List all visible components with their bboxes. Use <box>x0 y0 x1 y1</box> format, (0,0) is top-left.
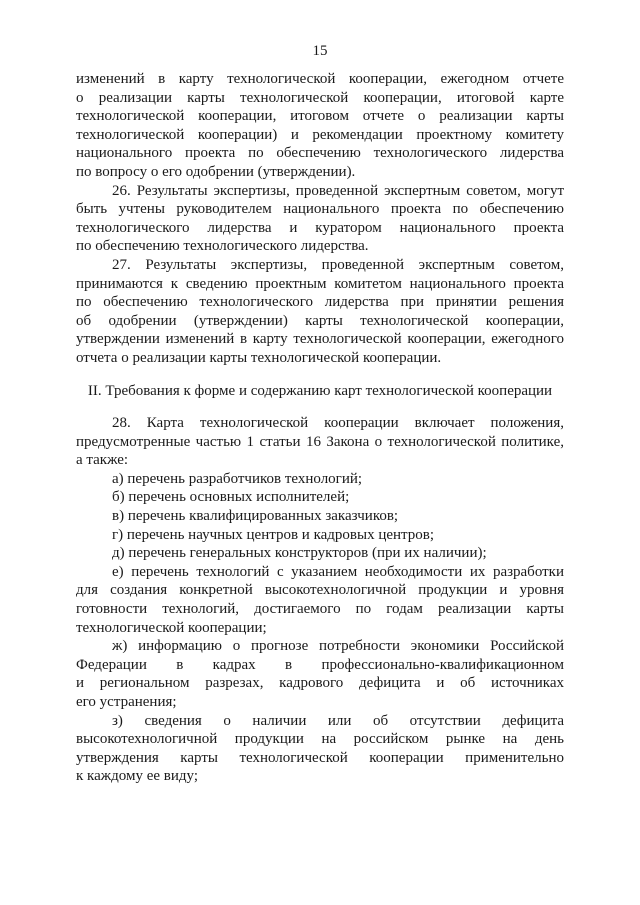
text-line: о реализации карты технологической кооперации, итоговой карте <box>76 89 564 106</box>
text-line: утверждения карты технологической кооперации применительно <box>76 749 564 766</box>
list-item-g <box>76 526 564 545</box>
text-line: об одобрении (утверждении) карты технологической кооперации, <box>76 312 564 329</box>
text-line: его устранения; <box>76 694 177 710</box>
text-line: 26. Результаты экспертизы, проведенной экспертным советом, могут <box>112 182 564 199</box>
text-line: быть учтены руководителем национального проекта по обеспечению <box>76 201 564 218</box>
text-line: изменений в карту технологической кооперации, ежегодном отчете <box>76 71 564 87</box>
paragraph-28 <box>76 414 564 470</box>
text-line: принимаются к сведению проектным комитетом национального проекта <box>76 275 564 292</box>
text-line: технологической кооперации) и рекомендации проектному комитету <box>76 126 564 143</box>
text-line: и региональном разрезах, кадрового дефицита и об источниках <box>76 675 564 692</box>
text-line: предусмотренные частью 1 статьи 16 Закона о технологической политике, <box>76 433 564 450</box>
list-item-b <box>76 488 564 507</box>
page-number: 15 <box>312 43 328 59</box>
text-line: отчета о реализации карты технологической кооперации. <box>76 349 442 366</box>
paragraph-27 <box>76 256 564 368</box>
paragraph-26 <box>76 182 564 256</box>
text-line: к каждому ее виду; <box>76 768 198 785</box>
text-line: по вопросу о его одобрении (утверждении). <box>76 163 356 180</box>
text-line: высокотехнологичной продукции на российском рынке на день <box>76 731 564 748</box>
list-item-zh <box>76 637 564 711</box>
text-line: национального проекта по обеспечению технологического лидерства <box>76 145 564 162</box>
text-line: в) перечень квалифицированных заказчиков; <box>112 508 399 525</box>
list-item-z <box>76 712 564 786</box>
text-line: а также: <box>76 452 129 469</box>
text-line: а) перечень разработчиков технологий; <box>112 470 363 487</box>
text-line: технологического лидерства и куратором национального проекта <box>76 219 564 236</box>
text-line: технологической кооперации; <box>76 619 267 636</box>
text-line: по обеспечению технологического лидерства. <box>76 238 369 255</box>
list-item-d <box>76 544 564 563</box>
list-item-e <box>76 563 564 637</box>
text-line: б) перечень основных исполнителей; <box>112 489 350 506</box>
text-line: ж) информацию о прогнозе потребности экономики Российской <box>112 638 564 655</box>
text-line: 27. Результаты экспертизы, проведенной экспертным советом, <box>112 256 564 273</box>
section-heading: II. Требования к форме и содержанию карт технологической кооперации <box>87 382 553 399</box>
text-line: по обеспечению технологического лидерства при принятии решения <box>76 294 564 311</box>
text-line: технологической кооперации, итоговом отчете о реализации карты <box>76 108 564 125</box>
text-line: з) сведения о наличии или об отсутствии дефицита <box>112 712 564 729</box>
text-line: утверждении изменений в карту технологической кооперации, ежегодного <box>76 331 564 348</box>
text-line: д) перечень генеральных конструкторов (при их наличии); <box>112 545 487 562</box>
document-body <box>76 70 564 786</box>
paragraph-continuation <box>76 70 564 182</box>
text-line: 28. Карта технологической кооперации включает положения, <box>112 415 564 432</box>
text-line: готовности технологий, достигаемого по годам реализации карты <box>76 601 564 618</box>
text-line: Федерации в кадрах в профессионально-квалификационном <box>76 656 564 673</box>
text-line: е) перечень технологий с указанием необходимости их разработки <box>112 563 564 580</box>
text-line: г) перечень научных центров и кадровых центров; <box>112 526 435 543</box>
text-line: для создания конкретной высокотехнологичной продукции и уровня <box>76 582 564 599</box>
list-item-v <box>76 507 564 526</box>
list-item-a <box>76 470 564 489</box>
